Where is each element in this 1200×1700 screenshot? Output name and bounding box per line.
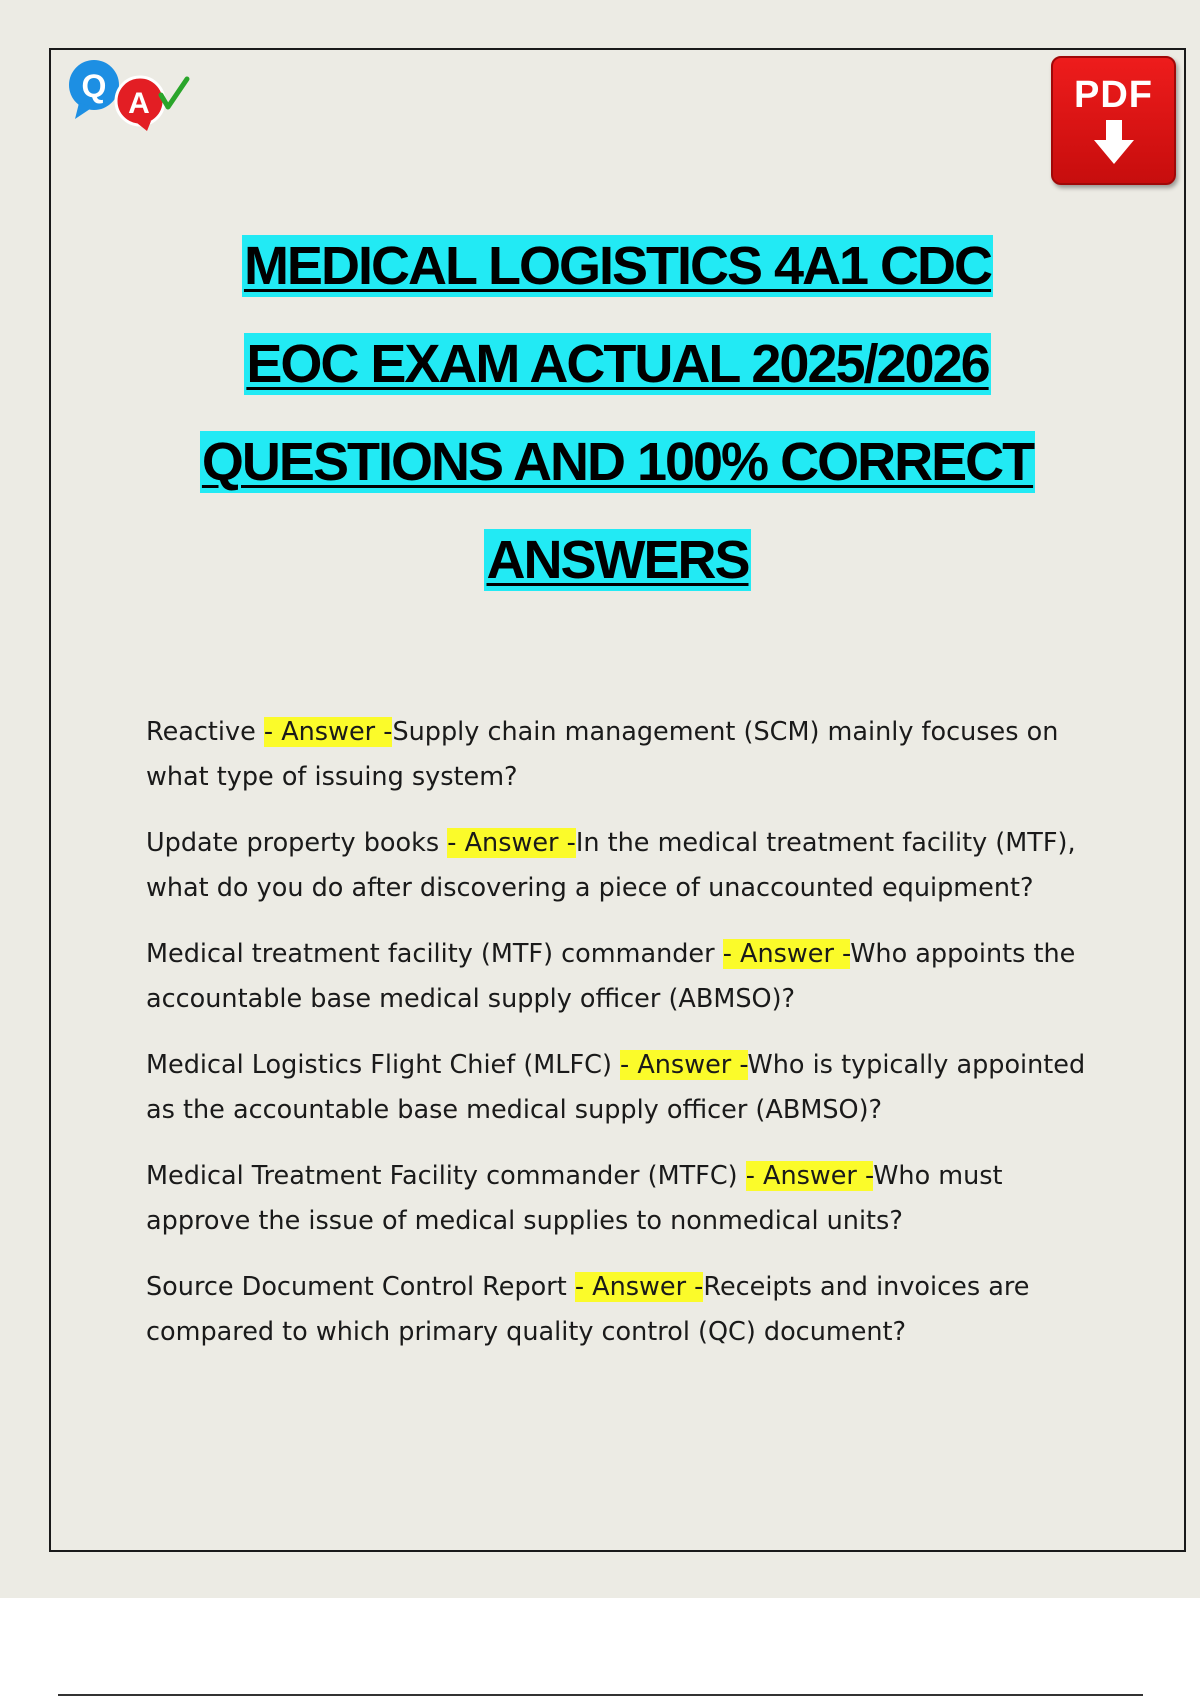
title-line: MEDICAL LOGISTICS 4A1 CDC xyxy=(243,236,992,296)
question-text: Who is typically appointed as the accountable base medical supply officer (ABMSO)? xyxy=(146,1050,1086,1125)
qa-item xyxy=(146,710,1106,800)
answer-text: Medical Treatment Facility commander (MTFC) xyxy=(146,1161,746,1191)
download-arrow-icon xyxy=(1094,120,1134,164)
answer-marker: - Answer - xyxy=(447,828,576,858)
title-line: EOC EXAM ACTUAL 2025/2026 xyxy=(246,334,989,394)
pdf-download-badge[interactable] xyxy=(1051,56,1176,185)
answer-marker: - Answer - xyxy=(722,939,851,969)
qa-item xyxy=(146,1154,1106,1244)
question-text: Who must approve the issue of medical supplies to nonmedical units? xyxy=(146,1161,1003,1236)
document-title xyxy=(60,235,1175,627)
question-text: Receipts and invoices are compared to which primary quality control (QC) document? xyxy=(146,1272,1030,1347)
answer-marker: - Answer - xyxy=(620,1050,748,1080)
answer-marker: - Answer - xyxy=(263,717,393,747)
title-line: ANSWERS xyxy=(486,530,749,590)
answer-text: Update property books xyxy=(146,828,448,858)
logo-a-letter: A xyxy=(128,87,150,120)
qa-list xyxy=(146,710,1106,1376)
question-text: In the medical treatment facility (MTF), what do you do after discovering a piece of unaccounted equipment? xyxy=(146,828,1076,903)
qa-item xyxy=(146,1265,1106,1355)
answer-text: Source Document Control Report xyxy=(146,1272,575,1302)
answer-text: Reactive xyxy=(146,717,264,747)
qa-item xyxy=(146,1043,1106,1133)
logo-q-letter: Q xyxy=(81,68,107,104)
answer-text: Medical Logistics Flight Chief (MLFC) xyxy=(146,1050,621,1080)
answer-marker: - Answer - xyxy=(745,1161,874,1191)
qa-item xyxy=(146,932,1106,1022)
qa-item xyxy=(146,821,1106,911)
title-line: QUESTIONS AND 100% CORRECT xyxy=(201,432,1034,492)
footer-divider xyxy=(58,1694,1143,1696)
answer-text: Medical treatment facility (MTF) commander xyxy=(146,939,723,969)
pdf-label: PDF xyxy=(1074,74,1153,116)
answer-marker: - Answer - xyxy=(574,1272,704,1302)
qa-check-icon xyxy=(67,57,195,131)
question-text: Supply chain management (SCM) mainly focuses on what type of issuing system? xyxy=(146,717,1059,792)
question-text: Who appoints the accountable base medical supply officer (ABMSO)? xyxy=(146,939,1076,1014)
